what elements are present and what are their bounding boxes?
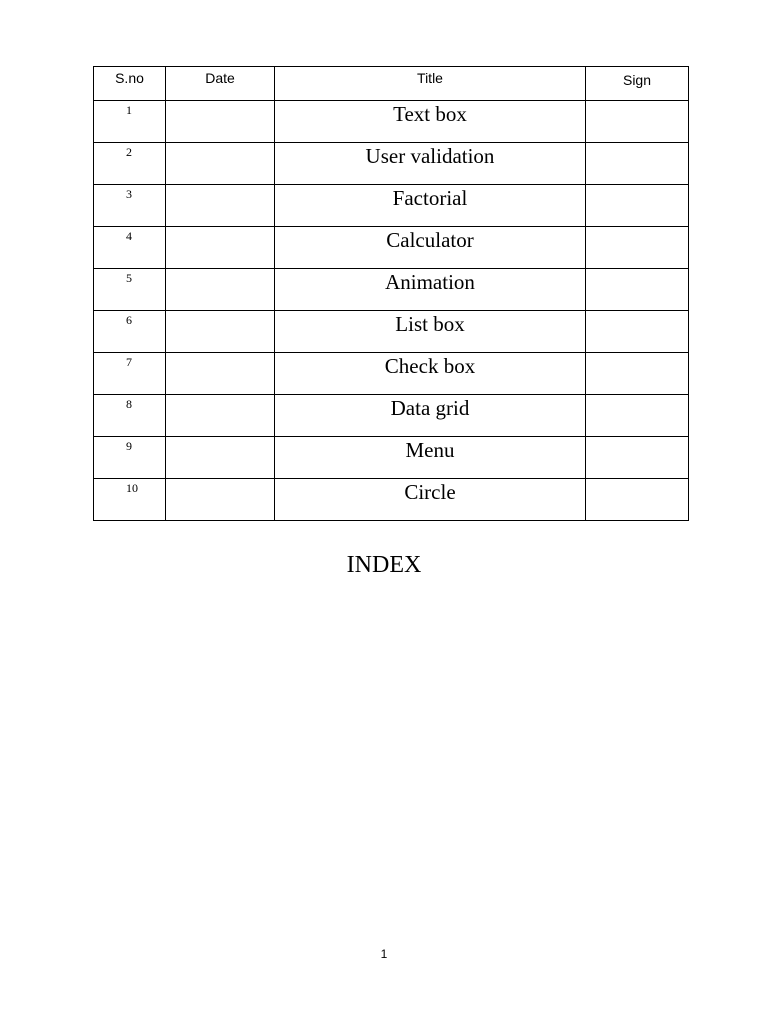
row-sno: 7 (94, 353, 166, 395)
table-row (94, 227, 689, 269)
row-sno: 8 (94, 395, 166, 437)
row-title: Circle (275, 479, 586, 521)
row-sign (586, 143, 689, 185)
table-row (94, 395, 689, 437)
row-sno: 2 (94, 143, 166, 185)
row-date (166, 353, 275, 395)
row-sign (586, 479, 689, 521)
row-title: Factorial (275, 185, 586, 227)
page-heading: INDEX (346, 552, 422, 578)
row-sno: 10 (94, 479, 166, 521)
row-title: User validation (275, 143, 586, 185)
header-title: Title (275, 67, 586, 101)
row-sign (586, 311, 689, 353)
row-sno: 9 (94, 437, 166, 479)
row-title: Data grid (275, 395, 586, 437)
row-title: Menu (275, 437, 586, 479)
table-body (94, 101, 689, 521)
table-header (94, 67, 689, 101)
row-title: Text box (275, 101, 586, 143)
row-date (166, 269, 275, 311)
table-row (94, 353, 689, 395)
row-sno: 1 (94, 101, 166, 143)
row-title: List box (275, 311, 586, 353)
table-row (94, 311, 689, 353)
table-row (94, 437, 689, 479)
row-sign (586, 101, 689, 143)
row-date (166, 395, 275, 437)
table-row (94, 269, 689, 311)
row-sign (586, 437, 689, 479)
index-table (93, 66, 689, 521)
row-date (166, 143, 275, 185)
table-row (94, 143, 689, 185)
table-row (94, 101, 689, 143)
row-sign (586, 185, 689, 227)
page-number: 1 (380, 947, 388, 961)
header-row (94, 67, 689, 101)
row-title: Check box (275, 353, 586, 395)
header-sign: Sign (586, 67, 689, 101)
row-sno: 5 (94, 269, 166, 311)
row-title: Animation (275, 269, 586, 311)
table-row (94, 185, 689, 227)
row-sign (586, 227, 689, 269)
table-row (94, 479, 689, 521)
header-sno: S.no (94, 67, 166, 101)
row-date (166, 101, 275, 143)
header-date: Date (166, 67, 275, 101)
row-sign (586, 353, 689, 395)
row-sign (586, 269, 689, 311)
row-sno: 6 (94, 311, 166, 353)
row-date (166, 227, 275, 269)
row-title: Calculator (275, 227, 586, 269)
row-sign (586, 395, 689, 437)
row-date (166, 437, 275, 479)
row-date (166, 185, 275, 227)
row-sno: 4 (94, 227, 166, 269)
row-date (166, 311, 275, 353)
row-sno: 3 (94, 185, 166, 227)
row-date (166, 479, 275, 521)
